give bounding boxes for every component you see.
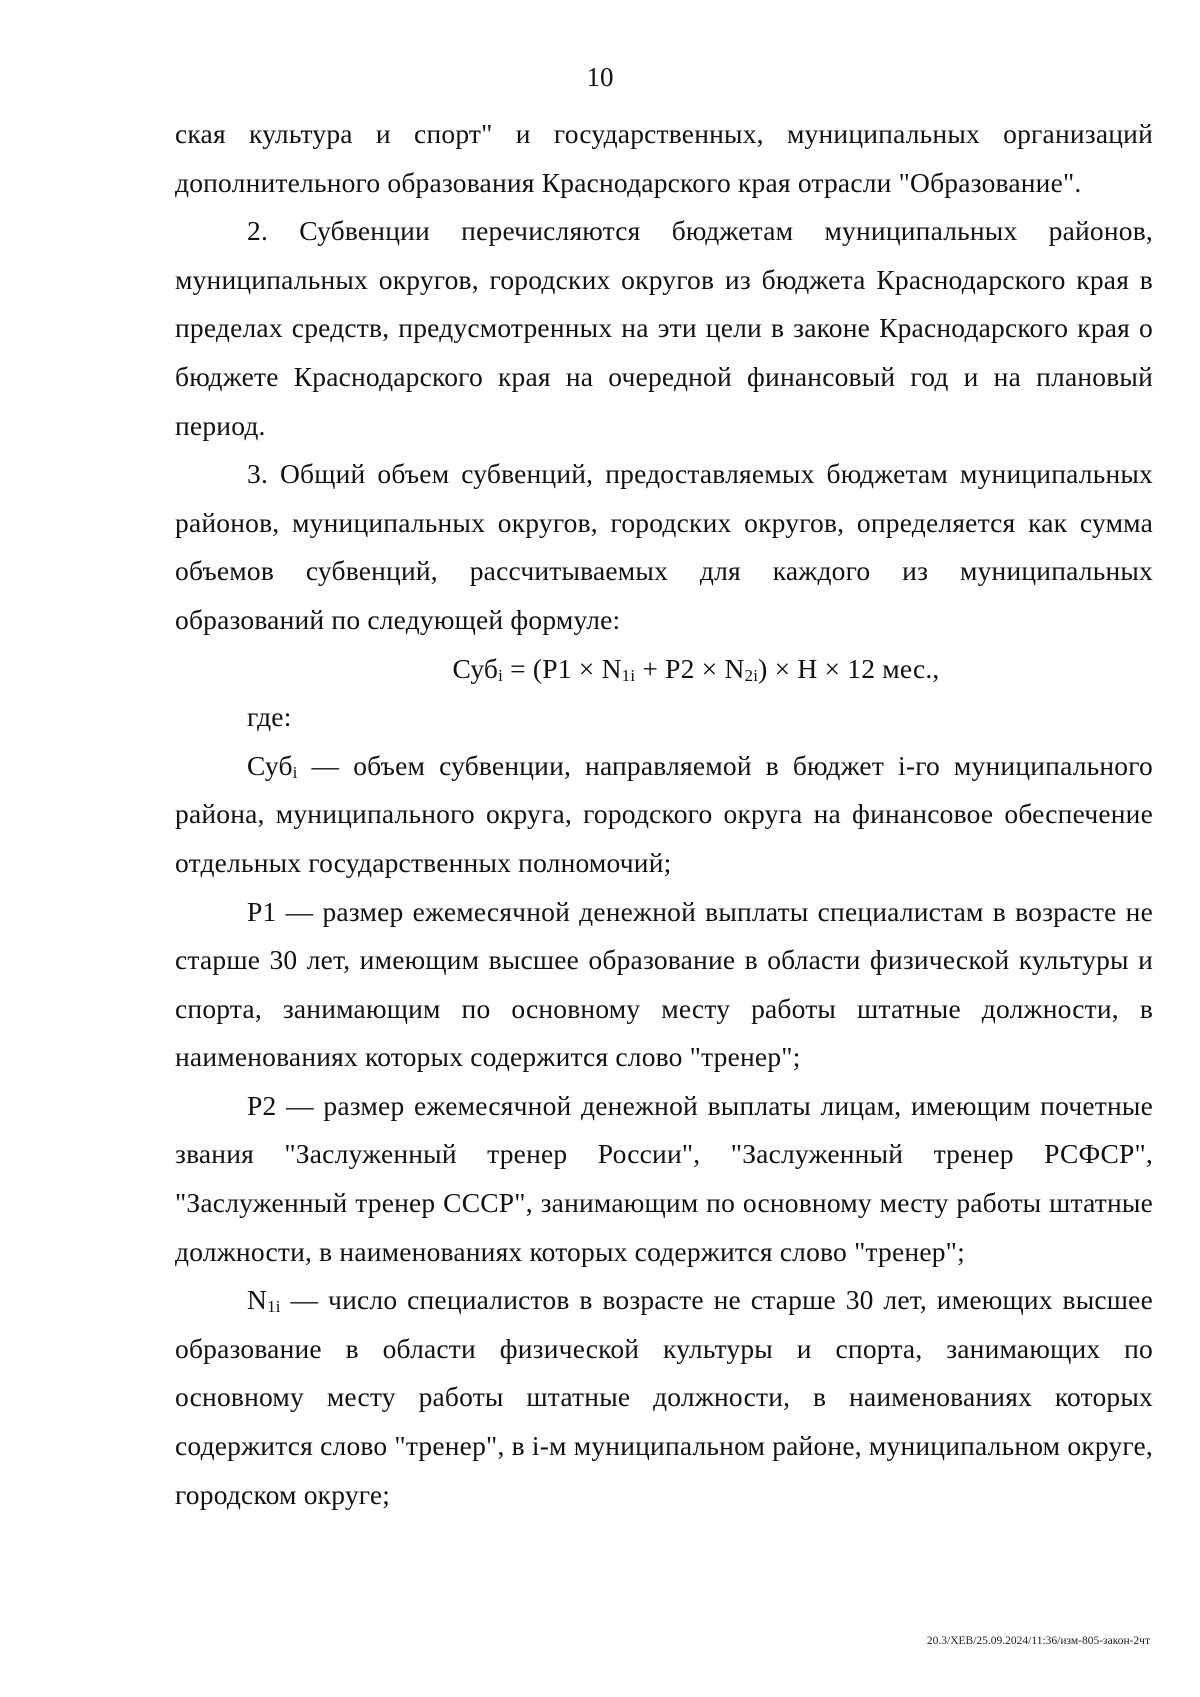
definition-n1-index: 1i xyxy=(267,1297,281,1317)
paragraph-3-total-volume: 3. Общий объем субвенций, предоставляемых бюджетам муниципальных районов, муниципальных округов, городских округов, определяется как сумма объемов субвенций, рассчитываемых для каждого из муниципальных образований по следующей формуле: xyxy=(175,458,1153,635)
definition-n1 xyxy=(175,1276,1153,1519)
formula-sub-index: i xyxy=(498,665,504,685)
document-body xyxy=(175,110,1153,1519)
definition-sub xyxy=(175,742,1153,888)
formula-sub: Суб xyxy=(452,652,499,684)
formula-eq-open: = (Р1 × N xyxy=(503,652,622,684)
page-number: 10 xyxy=(586,62,614,92)
paragraph-continuation: ская культура и спорт" и государственных, муниципальных организаций дополнительного образования Краснодарского края отрасли "Образование". xyxy=(175,118,1153,198)
definition-p1: Р1 — размер ежемесячной денежной выплаты специалистам в возрасте не старше 30 лет, имеющим высшее образование в области физической культуры и спорта, занимающим по основному месту работы штатные должности, в наименованиях которых содержится слово "тренер"; xyxy=(175,895,1153,1073)
paragraph-2-subventions-transfer: 2. Субвенции перечисляются бюджетам муниципальных районов, муниципальных округов, городских округов из бюджета Краснодарского края в пределах средств, предусмотренных на эти цели в законе Краснодарского края о бюджете Краснодарского края на очередной финансовый год и на плановый период. xyxy=(175,215,1153,441)
where-label: где: xyxy=(247,701,292,733)
formula-plus: + Р2 × N xyxy=(635,652,745,684)
definition-n1-symbol: N xyxy=(247,1284,268,1316)
formula-n1-index: 1i xyxy=(621,665,636,685)
definition-sub-text: — объем субвенции, направляемой в бюджет i-го муниципального района, муниципального округа, городского округа на финансовое обеспечение отдельных государственных полномочий; xyxy=(175,749,1153,878)
formula-line xyxy=(175,645,1153,694)
footer-stamp: 20.3/ХЕВ/25.09.2024/11:36/изм-805-закон-2чт xyxy=(926,1635,1150,1647)
definition-n1-text: — число специалистов в возрасте не старше 30 лет, имеющих высшее образование в области физической культуры и спорта, занимающих по основному месту работы штатные должности, в наименованиях которых содержится слово "тренер", в i-м муниципальном районе, муниципальном округе, городском округе; xyxy=(175,1284,1154,1510)
formula-tail: ) × Н × 12 мес., xyxy=(758,652,940,684)
definition-sub-index: i xyxy=(292,762,298,782)
definition-sub-symbol: Суб xyxy=(247,749,293,781)
definition-p2: Р2 — размер ежемесячной денежной выплаты лицам, имеющим почетные звания "Заслуженный тренер России", "Заслуженный тренер РСФСР", "Заслуженный тренер СССР", занимающим по основному месту работы штатные должности, в наименованиях которых содержится слово "тренер"; xyxy=(175,1089,1153,1267)
formula-n2-index: 2i xyxy=(744,665,759,685)
